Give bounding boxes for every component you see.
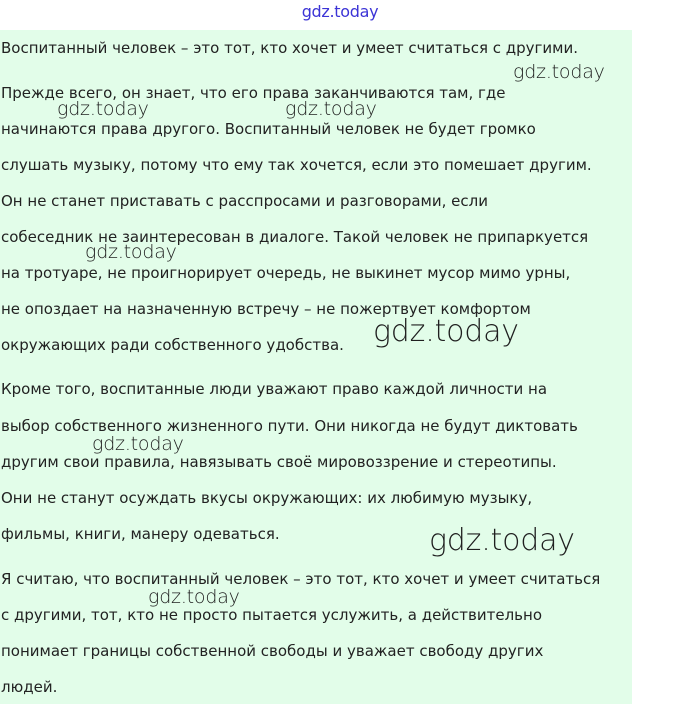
text-line: Они не станут осуждать вкусы окружающих: их любимую музыку, [1,489,533,507]
text-line: Он не станет приставать с расспросами и разговорами, если [1,192,488,210]
text-line: Кроме того, воспитанные люди уважают право каждой личности на [1,380,548,398]
watermark: gdz.today [148,586,240,608]
text-line: другим свои правила, навязывать своё мировоззрение и стереотипы. [1,453,557,471]
text-line: людей. [1,678,58,696]
text-line: выбор собственного жизненного пути. Они никогда не будут диктовать [1,417,578,435]
watermark: gdz.today [285,98,377,120]
watermark: gdz.today [373,314,519,349]
text-line: с другими, тот, кто не просто пытается услужить, а действительно [1,606,542,624]
text-line: Прежде всего, он знает, что его права заканчиваются там, где [1,84,506,102]
text-line: Я считаю, что воспитанный человек – это тот, кто хочет и умеет считаться [1,570,601,588]
watermark: gdz.today [57,98,149,120]
watermark: gdz.today [513,61,605,83]
text-line: на тротуаре, не проигнорирует очередь, не выкинет мусор мимо урны, [1,264,571,282]
text-line: фильмы, книги, манеру одеваться. [1,525,280,543]
text-line: окружающих ради собственного удобства. [1,336,344,354]
watermark: gdz.today [92,433,184,455]
text-line: слушать музыку, потому что ему так хочется, если это помешает другим. [1,156,592,174]
site-header [0,0,680,30]
watermark: gdz.today [429,523,575,558]
watermark: gdz.today [85,241,177,263]
text-line: Воспитанный человек – это тот, кто хочет и умеет считаться с другими. [1,39,579,57]
text-line: собеседник не заинтересован в диалоге. Такой человек не припаркуется [1,228,589,246]
text-line: понимает границы собственной свободы и уважает свободу других [1,642,544,660]
text-line: начинаются права другого. Воспитанный человек не будет громко [1,120,536,138]
text-line: не опоздает на назначенную встречу – не пожертвует комфортом [1,300,531,318]
site-logo[interactable]: gdz.today [301,2,379,21]
